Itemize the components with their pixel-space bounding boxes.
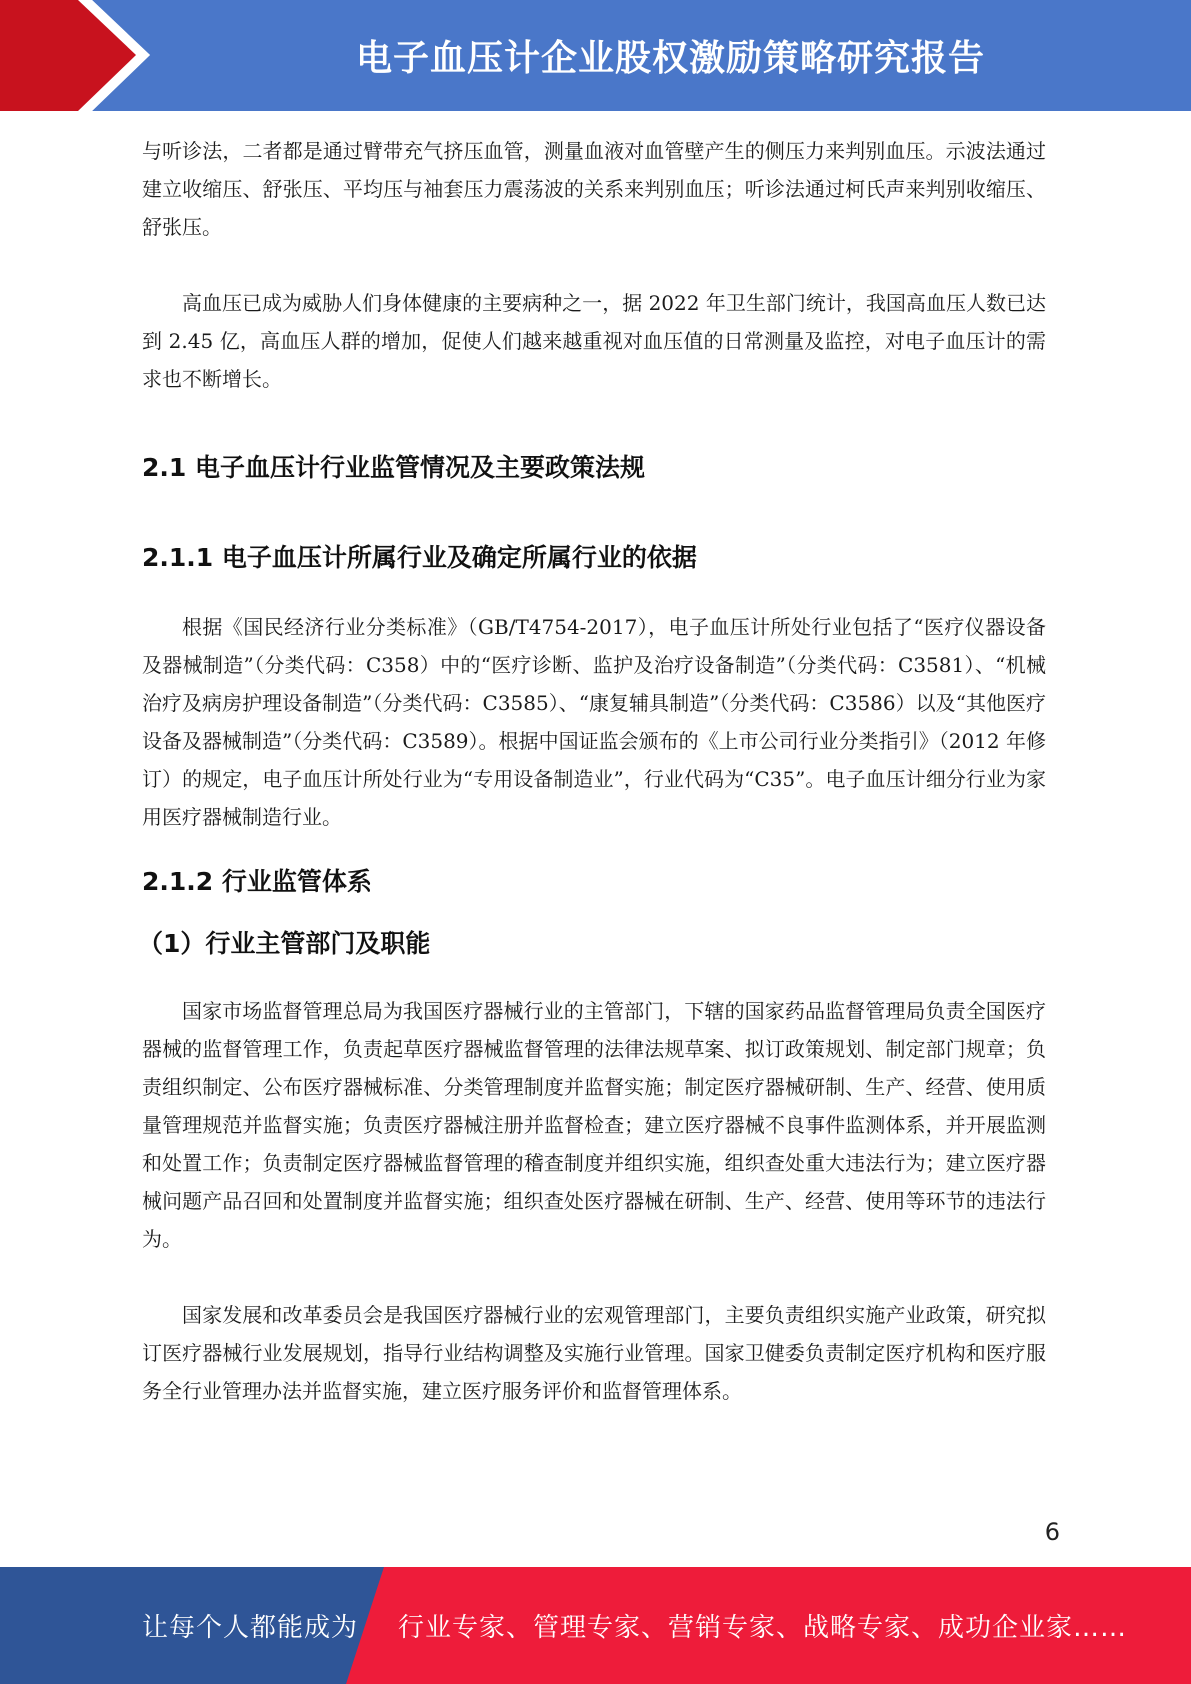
paragraph-continued: 与听诊法，二者都是通过臂带充气挤压血管，测量血液对血管壁产生的侧压力来判别血压。示波法通过建立收缩压、舒张压、平均压与袖套压力震荡波的关系来判别血压；听诊法通过柯氏声来判别收缩压、舒张压。 xyxy=(142,139,1046,239)
header-title: 电子血压计企业股权激励策略研究报告 xyxy=(355,38,985,79)
page-number: 6 xyxy=(1044,1518,1060,1546)
page-footer xyxy=(0,1567,1191,1684)
section-heading-2-1: 2.1 电子血压计行业监管情况及主要政策法规 xyxy=(142,453,645,482)
paragraph-ndrc: 国家发展和改革委员会是我国医疗器械行业的宏观管理部门，主要负责组织实施产业政策，研究拟订医疗器械行业发展规划，指导行业结构调整及实施行业管理。国家卫健委负责制定医疗机构和医疗服务全行业管理办法并监督实施，建立医疗服务评价和监督管理体系。 xyxy=(142,1303,1046,1403)
footer-slogan-left: 让每个人都能成为 xyxy=(142,1613,359,1643)
page-header xyxy=(0,0,1191,111)
section-heading-2-1-2: 2.1.2 行业监管体系 xyxy=(142,867,372,896)
document-body xyxy=(138,132,1046,1410)
subsection-heading-1: （1）行业主管部门及职能 xyxy=(138,929,431,958)
paragraph-regulator-duties: 国家市场监督管理总局为我国医疗器械行业的主管部门，下辖的国家药品监督管理局负责全国医疗器械的监督管理工作，负责起草医疗器械监督管理的法律法规草案、拟订政策规划、制定部门规章；负责组织制定、公布医疗器械标准、分类管理制度并监督实施；制定医疗器械研制、生产、经营、使用质量管理规范并监督实施；负责医疗器械注册并监督检查；建立医疗器械不良事件监测体系，并开展监测和处置工作；负责制定医疗器械监督管理的稽查制度并组织实施，组织查处重大违法行为；建立医疗器械问题产品召回和处置制度并监督实施；组织查处医疗器械在研制、生产、经营、使用等环节的违法行为。 xyxy=(142,999,1046,1251)
section-heading-2-1-1: 2.1.1 电子血压计所属行业及确定所属行业的依据 xyxy=(142,543,697,572)
paragraph-hypertension: 高血压已成为威胁人们身体健康的主要病种之一，据 2022 年卫生部门统计，我国高血压人数已达到 2.45 亿，高血压人群的增加，促使人们越来越重视对血压值的日常测量及监控，对电子血压计的需求也不断增长。 xyxy=(142,291,1046,391)
footer-slogan-right: 行业专家、管理专家、营销专家、战略专家、成功企业家…… xyxy=(398,1613,1128,1643)
paragraph-industry-classification: 根据《国民经济行业分类标准》（GB/T4754-2017），电子血压计所处行业包括了“医疗仪器设备及器械制造”（分类代码：C358）中的“医疗诊断、监护及治疗设备制造”（分类代码：C3581）、“机械治疗及病房护理设备制造”（分类代码：C3585）、“康复辅具制造”（分类代码：C3586）以及“其他医疗设备及器械制造”（分类代码：C3589）。根据中国证监会颁布的《上市公司行业分类指引》（2012 年修订）的规定，电子血压计所处行业为“专用设备制造业”，行业代码为“C35”。电子血压计细分行业为家用医疗器械制造行业。 xyxy=(142,615,1046,829)
